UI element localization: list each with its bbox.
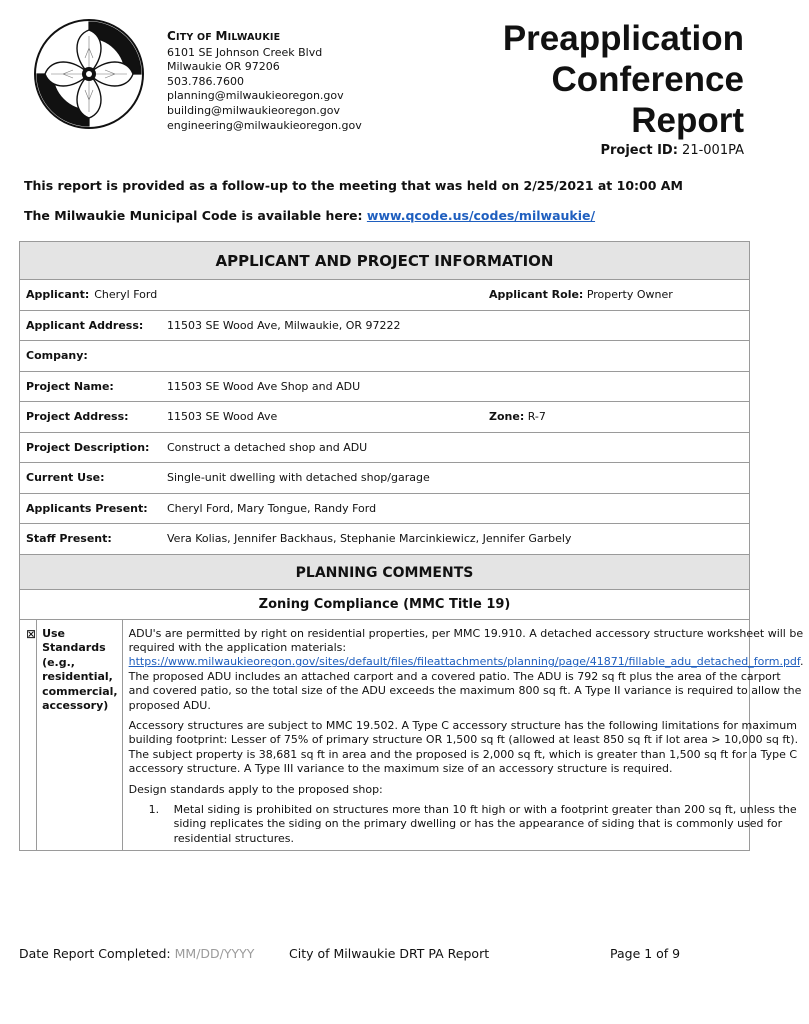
applicants-present-label: Applicants Present: [26,501,148,515]
municipal-code-link[interactable]: www.qcode.us/codes/milwaukie/ [366,208,596,223]
row-applicant-address [20,311,749,342]
org-email-building: building@milwaukieoregon.gov [167,103,340,117]
footer-date-completed: Date Report Completed: MM/DD/YYYY [19,946,255,961]
applicant-role: Applicant Role: Property Owner [489,288,673,301]
city-logo [33,18,145,130]
row-project-description [20,433,749,464]
footer-report-name: City of Milwaukie DRT PA Report [289,946,490,961]
title-line2: Conference [551,60,744,99]
comment-paragraph-design: Design standards apply to the proposed shop: [128,782,383,796]
org-address-line2: Milwaukie OR 97206 [167,60,280,74]
comment-paragraph-adu: ADU's are permitted by right on residential properties, per MMC 19.910. A detached accessory structure worksheet will be required with the application materials: https://www.milwaukieoregon.gov/sites/default/files/fileattachments/planning/page/41871/fillable_adu_detached_form.pdf. The proposed ADU includes an attached carport and a covered patio. The ADU is 792 sq ft plus the area of the carport and covered patio, so the total size of the ADU exceeds the maximum 800 sq ft. A Type II variance is required to allow the proposed ADU. [128,626,804,712]
staff-present-label: Staff Present: [26,532,112,545]
org-phone: 503.786.7600 [167,74,244,88]
project-address-value: 11503 SE Wood Ave [167,410,278,423]
row-staff-present [20,524,749,555]
adu-worksheet-link[interactable]: https://www.milwaukieoregon.gov/sites/default/files/fileattachments/planning/page/41871/fillable_adu_detached_form.pdf [128,655,800,669]
document-title [503,18,744,141]
project-description-value: Construct a detached shop and ADU [167,440,368,454]
project-name-label: Project Name: [26,379,114,393]
row-company [20,341,749,372]
project-name-value: 11503 SE Wood Ave Shop and ADU [167,379,361,393]
use-standards-topic: Use Standards (e.g., residential, commercial, accessory) [37,620,123,851]
org-address-line1: 6101 SE Johnson Creek Blvd [167,45,323,59]
org-contact-block [167,29,362,133]
project-address-label: Project Address: [26,410,129,423]
company-label: Company: [26,349,88,362]
org-email-planning: planning@milwaukieoregon.gov [167,89,344,103]
row-applicants-present [20,494,749,525]
footer-page-number: Page 1 of 9 [610,946,681,961]
applicant-address-value: 11503 SE Wood Ave, Milwaukie, OR 97222 [167,318,401,332]
row-project-address [20,402,749,433]
applicant-value: Cheryl Ford [94,288,158,301]
comment-paragraph-accessory: Accessory structures are subject to MMC 19.502. A Type C accessory structure has the following limitations for maximum building footprint: Lesser of 75% of primary structure OR 1,500 sq ft (allowed at least 850 sq ft if lot area > 10,000 sq ft). The subject property is 38,681 sq ft in area and the proposed is 2,000 sq ft, which is greater than 1,500 sq ft for a Type C accessory structure. A Type III variance to the maximum size of an accessory structure is required. [128,718,799,776]
applicant-address-label: Applicant Address: [26,318,144,332]
title-line1: Preapplication [502,19,744,58]
row-applicant [20,280,749,311]
current-use-label: Current Use: [26,471,105,484]
zone: Zone: R-7 [489,410,546,423]
row-project-name [20,372,749,403]
applicants-present-value: Cheryl Ford, Mary Tongue, Randy Ford [167,501,377,515]
use-standards-row [20,620,804,851]
project-description-label: Project Description: [26,440,150,454]
date-placeholder[interactable]: MM/DD/YYYY [174,946,255,961]
title-line3: Report [631,101,744,140]
checkbox-icon[interactable]: ⊠ [20,620,37,851]
use-standards-comments [123,620,809,851]
intro-meeting-line: This report is provided as a follow-up to the meeting that was held on 2/25/2021 at 10:00 AM [24,178,683,193]
org-name: CITY OF MILWAUKIE [167,29,281,43]
project-id: Project ID: 21-001PA [600,143,744,158]
planning-section-heading: PLANNING COMMENTS [20,554,749,590]
applicant-label: Applicant: Cheryl Ford [26,288,158,301]
zoning-compliance-heading: Zoning Compliance (MMC Title 19) [20,590,749,620]
row-current-use [20,463,749,494]
intro-code-line: The Milwaukie Municipal Code is available here: www.qcode.us/codes/milwaukie/ [24,208,596,223]
current-use-value: Single-unit dwelling with detached shop/garage [167,471,430,484]
applicant-section-heading: APPLICANT AND PROJECT INFORMATION [20,242,749,280]
report-table [19,241,804,851]
staff-present-value: Vera Kolias, Jennifer Backhaus, Stephanie Marcinkiewicz, Jennifer Garbely [167,532,572,545]
design-standards-list [129,803,804,846]
list-item: 1. Metal siding is prohibited on structures more than 10 ft high or with a footprint greater than 200 sq ft, unless the siding replicates the siding on the primary dwelling or has the appearance of siding that is commonly used for residential structures. [148,802,797,845]
org-email-engineering: engineering@milwaukieoregon.gov [167,118,362,132]
